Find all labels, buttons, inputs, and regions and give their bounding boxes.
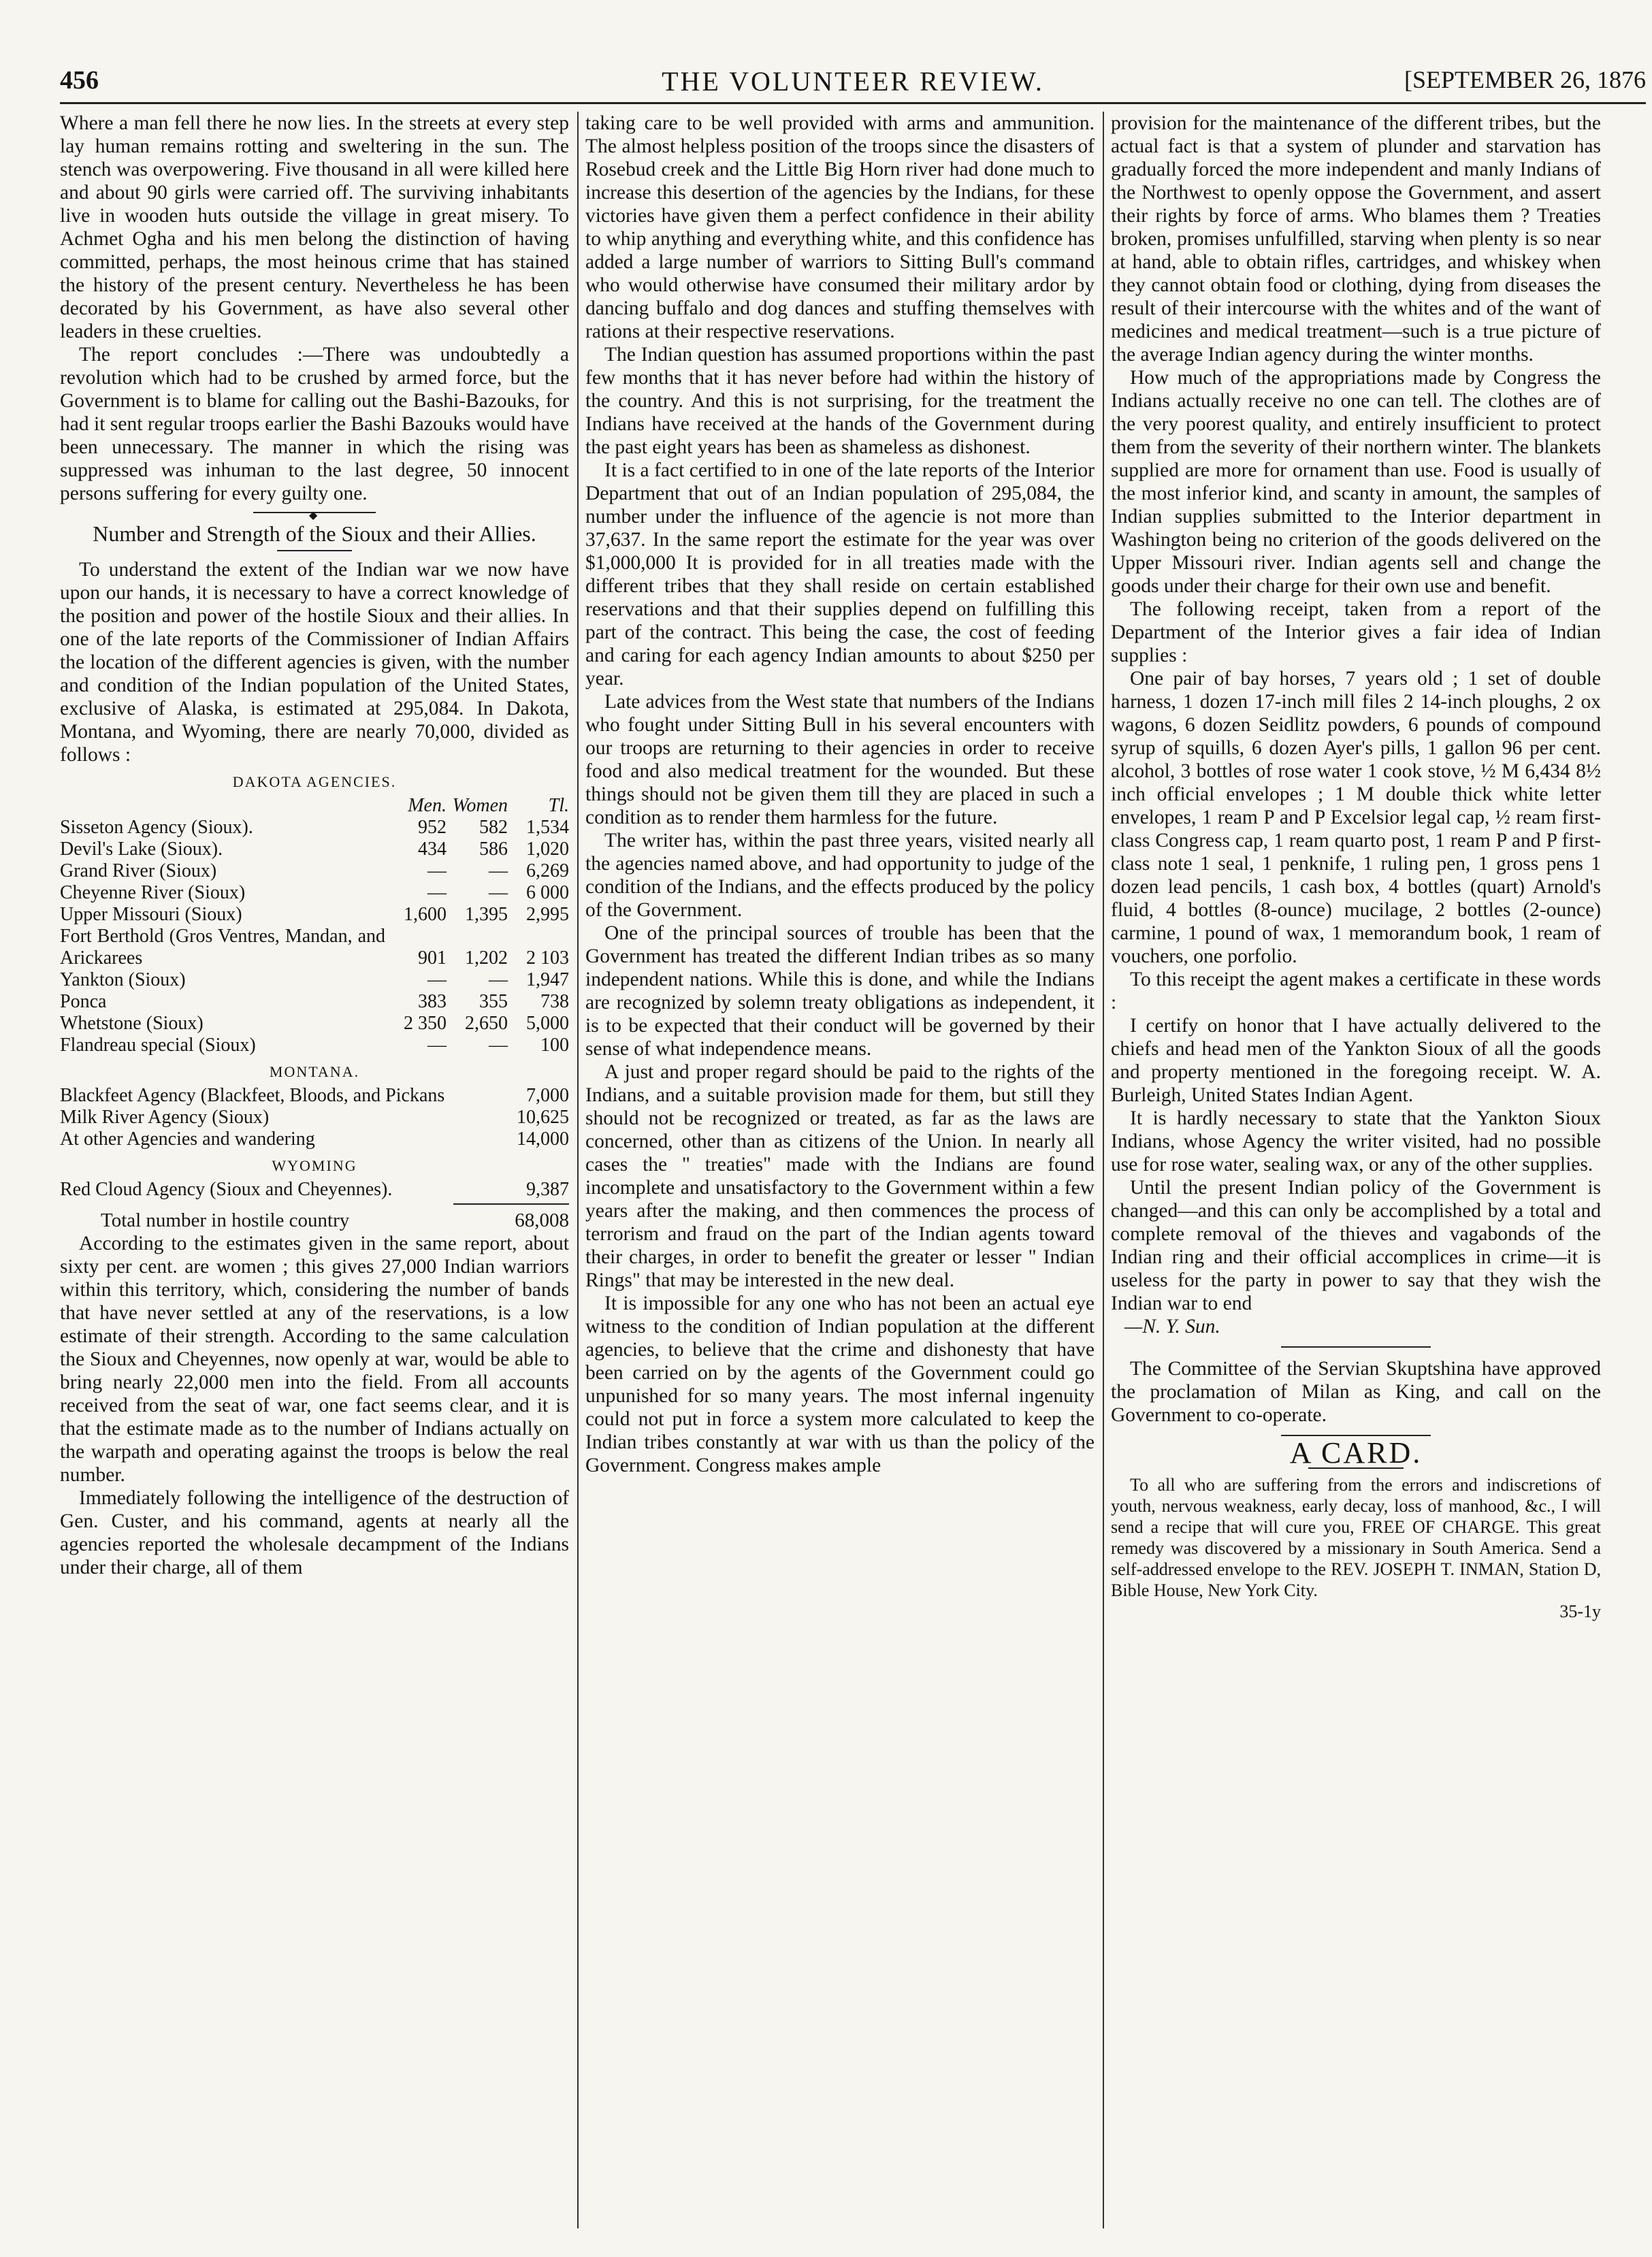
- agency-name: Sisseton Agency (Sioux).: [60, 817, 253, 838]
- agency-name: Flandreau special (Sioux): [60, 1035, 256, 1056]
- total-count: 1,947: [526, 969, 569, 990]
- issue-date: [SEPTEMBER 26, 1876: [1404, 66, 1646, 93]
- women-count: 1,202: [465, 947, 508, 969]
- agency-name: Fort Berthold (Gros Ventres, Mandan, and Arickarees: [60, 926, 385, 969]
- total-count: 2,995: [526, 904, 569, 925]
- population-table: [60, 1085, 569, 1150]
- column-header-women: Women: [452, 795, 508, 816]
- advertisement-text: To all who are suffering from the errors and indiscretions of youth, nervous weakness, early decay, loss of manhood, &c., I will send a recipe that will cure you, FREE OF CHARGE. This great remedy was discovered by a missionary in South America. Send a self-addressed envelope to the REV. JOSEPH T. INMAN, Station D, Bible House, New York City.: [1111, 1475, 1601, 1600]
- table-row: [60, 1107, 569, 1128]
- women-count: —: [489, 860, 508, 881]
- total-label: Total number in hostile country: [101, 1209, 350, 1231]
- total-count: 6,269: [526, 860, 569, 881]
- women-count: 355: [479, 991, 508, 1012]
- men-count: 434: [418, 839, 447, 860]
- agency-name: Devil's Lake (Sioux).: [60, 839, 223, 860]
- article-paragraph: The following receipt, taken from a report of the Department of the Interior gives a fair idea of Indian supplies :: [1111, 598, 1601, 666]
- total-count: 2 103: [526, 947, 569, 969]
- agency-name: Red Cloud Agency (Sioux and Cheyennes).: [60, 1179, 393, 1200]
- header-rule: [60, 102, 1646, 104]
- total-count: 10,625: [517, 1107, 569, 1128]
- column-2: [585, 112, 1095, 2228]
- article-paragraph: It is impossible for any one who has not been an actual eye witness to the condition of Indian population at the different agencies, to believe that the crime and dishonesty that have been carried on by the agents of the Government could go unpunished for so many years. The most infernal ingenuity could not put in force a system more calculated to keep the Indian tribes constantly at war with us than the policy of the Government. Congress makes ample: [585, 1293, 1095, 1476]
- total-count: 1,020: [526, 839, 569, 860]
- article-paragraph: One of the principal sources of trouble has been that the Government has treated the different Indian tribes as so many independent nations. While this is done, and while the Indians are recognized by solemn treaty obligations as independent, it is to be expected that their conduct will be governed by their sense of what independence means.: [585, 922, 1095, 1060]
- table-header-row: [60, 795, 569, 817]
- article-paragraph: It is a fact certified to in one of the late reports of the Interior Department that out of an Indian population of 295,084, the number under the influence of the agencie is not more than 37,637. In the same report the estimate for the year was over $1,000,000 It is provided for in all treaties made with the different tribes that they shall reside on certain established reservations and that their supplies depend on fulfilling this part of the contract. This being the case, the cost of feeding and caring for each agency Indian amounts to about $250 per year.: [585, 459, 1095, 689]
- total-count: 5,000: [526, 1013, 569, 1034]
- article-paragraph: The report concludes :—There was undoubtedly a revolution which had to be crushed by armed force, but the Government is to blame for calling out the Bashi-Bazouks, for had it sent regular troops earlier the Bashi Bazouks would have been unnecessary. The manner in which the rising was suppressed was inhuman to the last degree, 50 innocent persons suffering for every guilty one.: [60, 344, 569, 504]
- advertisement-title: A CARD.: [1289, 1436, 1423, 1470]
- agency-name: At other Agencies and wandering: [60, 1128, 315, 1150]
- article-paragraph: According to the estimates given in the same report, about sixty per cent. are women ; this gives 27,000 Indian warriors within this territory, which, considering the number of bands that have never settled at any of the reservations, is a low estimate of their strength. According to the same calculation the Sioux and Cheyennes, now openly at war, would be able to bring nearly 22,000 men into the field. From all accounts received from the seat of war, one fact seems clear, and it is that the estimate made as to the number of Indians actually on the warpath and operating against the troops is below the real number.: [60, 1233, 569, 1486]
- men-count: —: [427, 1035, 447, 1056]
- women-count: 2,650: [465, 1013, 508, 1034]
- men-count: —: [427, 882, 447, 903]
- population-table: [60, 1179, 569, 1201]
- table-row: [60, 1179, 569, 1201]
- men-count: —: [427, 969, 447, 990]
- table-section-label: DAKOTA AGENCIES.: [232, 773, 397, 790]
- column-1: [60, 112, 569, 2228]
- article-paragraph: It is hardly necessary to state that the Yankton Sioux Indians, whose Agency the writer visited, had no possible use for rose water, sealing wax, or any of the other supplies.: [1111, 1107, 1601, 1175]
- article-paragraph: To understand the extent of the Indian war we now have upon our hands, it is necessary to have a correct knowledge of the position and power of the hostile Sioux and their allies. In one of the late reports of the Commissioner of Indian Affairs the location of the different agencies is given, with the number and condition of the Indian population of the United States, exclusive of Alaska, is estimated at 295,084. In Dakota, Montana, and Wyoming, there are nearly 70,000, divided as follows :: [60, 559, 569, 766]
- table-row: [60, 1128, 569, 1150]
- table-section-label: WYOMING: [272, 1157, 357, 1174]
- column-header-total: Tl.: [548, 795, 569, 816]
- total-count: 7,000: [526, 1085, 569, 1106]
- page-header: [60, 65, 1646, 95]
- total-value: 68,008: [515, 1209, 569, 1231]
- news-brief: The Committee of the Servian Skuptshina have approved the proclamation of Milan as King, and call on the Government to co-operate.: [1111, 1358, 1601, 1426]
- article-paragraph: The Indian question has assumed proportions within the past few months that it has never before had within the history of the country. And this is not surprising, for the treatment the Indians have received at the hands of the Government during the past eight years has been as shameless as dishonest.: [585, 344, 1095, 458]
- women-count: —: [489, 1035, 508, 1056]
- article-paragraph: provision for the maintenance of the different tribes, but the actual fact is that a system of plunder and starvation has gradually forced the more independent and manly Indians of the Northwest to openly oppose the Government, and assert their rights by force of arms. Who blames them ? Treaties broken, promises unfulfilled, starving when plenty is so near at hand, able to obtain rifles, cartridges, and whiskey when they cannot obtain food or clothing, dying from diseases the result of their intercourse with the whites and of the want of medicines and medical treatment—such is a true picture of the average Indian agency during the winter months.: [1111, 112, 1601, 366]
- section-rule: [1281, 1346, 1431, 1348]
- total-count: 1,534: [526, 817, 569, 838]
- article-paragraph: Where a man fell there he now lies. In the streets at every step lay human remains rotting and sweltering in the sun. The stench was overpowering. Five thousand in all were killed here and about 90 girls were carried off. The surviving inhabitants live in wooden huts outside the village in great misery. To Achmet Ogha and his men belong the distinction of having committed, perhaps, the most heinous crime that has stained the history of the present century. Nevertheless he has been decorated by his Government, as have also several other leaders in these cruelties.: [60, 112, 569, 342]
- source-credit: —N. Y. Sun.: [1124, 1316, 1220, 1337]
- men-count: 952: [418, 817, 447, 838]
- newspaper-title: THE VOLUNTEER REVIEW.: [662, 66, 1044, 97]
- column-3: [1111, 112, 1601, 2228]
- table-row: [60, 839, 569, 860]
- total-count: 100: [540, 1035, 569, 1056]
- agency-name: Cheyenne River (Sioux): [60, 882, 246, 903]
- table-row: [60, 904, 569, 926]
- total-count: 14,000: [517, 1128, 569, 1150]
- article-heading: Number and Strength of the Sioux and their Allies.: [93, 521, 536, 546]
- total-count: 6 000: [526, 882, 569, 903]
- agency-name: Whetstone (Sioux): [60, 1013, 204, 1034]
- total-count: 9,387: [526, 1179, 569, 1200]
- article-paragraph: A just and proper regard should be paid to the rights of the Indians, and a suitable provision made for them, but still they should not be recognized or treated, as far as the laws are concerned, other than as citizens of the Union. In nearly all cases the " treaties" made with the Indians are found incomplete and unsatisfactory to the Government within a few years after the making, and then commences the process of terrorism and fraud on the part of the Indian agents toward their charges, in order to benefit the greater or lesser " Indian Rings" that may be interested in the new deal.: [585, 1061, 1095, 1291]
- agency-name: Upper Missouri (Sioux): [60, 904, 242, 925]
- column-header-men: Men.: [408, 795, 447, 816]
- table-row: [60, 926, 569, 969]
- advertisement-ref: 35-1y: [1559, 1602, 1601, 1621]
- article-paragraph: Late advices from the West state that numbers of the Indians who fought under Sitting Bull in his several encounters with our troops are returning to their agencies in order to receive food and also medical treatment for the wounded. But these things should not be given them till they are placed in such a condition as to render them harmless for the future.: [585, 691, 1095, 828]
- certificate-quote: I certify on honor that I have actually delivered to the chiefs and head men of the Yankton Sioux of all the goods and property mentioned in the foregoing receipt. W. A. Burleigh, United States Indian Agent.: [1111, 1015, 1601, 1106]
- agency-name: Milk River Agency (Sioux): [60, 1107, 270, 1128]
- agency-name: Grand River (Sioux): [60, 860, 217, 881]
- page-number: 456: [60, 66, 99, 95]
- table-row: [60, 860, 569, 882]
- article-paragraph: The writer has, within the past three years, visited nearly all the agencies named above, and had opportunity to judge of the condition of the Indians, and the effects produced by the policy of the Government.: [585, 830, 1095, 921]
- population-table: [60, 795, 569, 1056]
- agency-name: Yankton (Sioux): [60, 969, 186, 990]
- total-row: [60, 1209, 569, 1232]
- column-divider: [577, 112, 579, 2228]
- men-count: 1,600: [404, 904, 447, 925]
- table-row: [60, 882, 569, 904]
- table-row: [60, 1085, 569, 1107]
- section-separator: [253, 512, 376, 513]
- men-count: 2 350: [404, 1013, 447, 1034]
- total-count: 738: [540, 991, 569, 1012]
- article-paragraph: To this receipt the agent makes a certificate in these words :: [1111, 969, 1601, 1013]
- agency-name: Blackfeet Agency (Blackfeet, Bloods, and Pickans: [60, 1085, 445, 1106]
- men-count: —: [427, 860, 447, 881]
- women-count: —: [489, 882, 508, 903]
- column-divider: [1103, 112, 1104, 2228]
- advertisement-body: [1111, 1474, 1601, 1622]
- women-count: 1,395: [465, 904, 508, 925]
- table-row: [60, 1035, 569, 1056]
- table-row: [60, 817, 569, 839]
- women-count: 582: [479, 817, 508, 838]
- men-count: 901: [418, 947, 447, 969]
- women-count: 586: [479, 839, 508, 860]
- heading-rule: [277, 550, 352, 551]
- agency-name: Ponca: [60, 991, 107, 1012]
- article-paragraph: taking care to be well provided with arms and ammunition. The almost helpless position of the troops since the disasters of Rosebud creek and the Little Big Horn river had done much to increase this desertion of the agencies by the Indians, for these victories have given them a perfect confidence in their ability to whip anything and everything white, and this confidence has added a large number of warriors to Sitting Bull's command who would otherwise have consumed their military ardor by dancing buffalo and dog dances and stuffing themselves with rations at their respective reservations.: [585, 112, 1095, 342]
- article-paragraph: Until the present Indian policy of the Government is changed—and this can only be accomplished by a total and complete removal of the thieves and vagabonds of the Indian ring and their official accomplices in crime—it is useless for the party in power to say that they wish the Indian war to end: [1111, 1177, 1601, 1314]
- total-rule: [453, 1203, 569, 1205]
- article-paragraph: Immediately following the intelligence of the destruction of Gen. Custer, and his command, agents at nearly all the agencies reported the wholesale decampment of the Indians under their charge, all of them: [60, 1487, 569, 1578]
- women-count: —: [489, 969, 508, 990]
- table-row: [60, 991, 569, 1013]
- table-section-label: MONTANA.: [269, 1063, 360, 1080]
- table-row: [60, 969, 569, 991]
- men-count: 383: [418, 991, 447, 1012]
- table-row: [60, 1013, 569, 1035]
- receipt-list: One pair of bay horses, 7 years old ; 1 set of double harness, 1 dozen 17-inch mill files 2 14-inch ploughs, 2 ox wagons, 6 dozen Seidlitz powders, 6 pounds of compound syrup of squills, 6 dozen Ayer's pills, 1 gallon 96 per cent. alcohol, 3 bottles of rose water 1 cook stove, ½ M 6,434 8½ inch official envelopes ; 1 M double thick white letter envelopes, 1 ream P and P Excelsior legal cap, ½ ream first-class Congress cap, 1 ream quarto post, 1 ream P and P first-class note 1 seal, 1 penknife, 1 ruling pen, 1 gross pens 1 dozen lead pencils, 1 cash box, 4 bottles (quart) Arnold's fluid, 4 bottles (8-ounce) mucilage, 2 bottles (2-ounce) carmine, 1 pound of wax, 1 memorandum book, 1 ream of vouchers, one porfolio.: [1111, 668, 1601, 967]
- article-paragraph: How much of the appropriations made by Congress the Indians actually receive no one can tell. The clothes are of the very poorest quality, and entirely insufficient to protect them from the severity of their northern winter. The blankets supplied are more for ornament than use. Food is usually of the most inferior kind, and scanty in amount, the samples of Indian supplies submitted to the Interior department in Washington being no criterion of the goods delivered on the Upper Missouri river. Indian agents sell and change the goods under their charge for their own use and benefit.: [1111, 367, 1601, 597]
